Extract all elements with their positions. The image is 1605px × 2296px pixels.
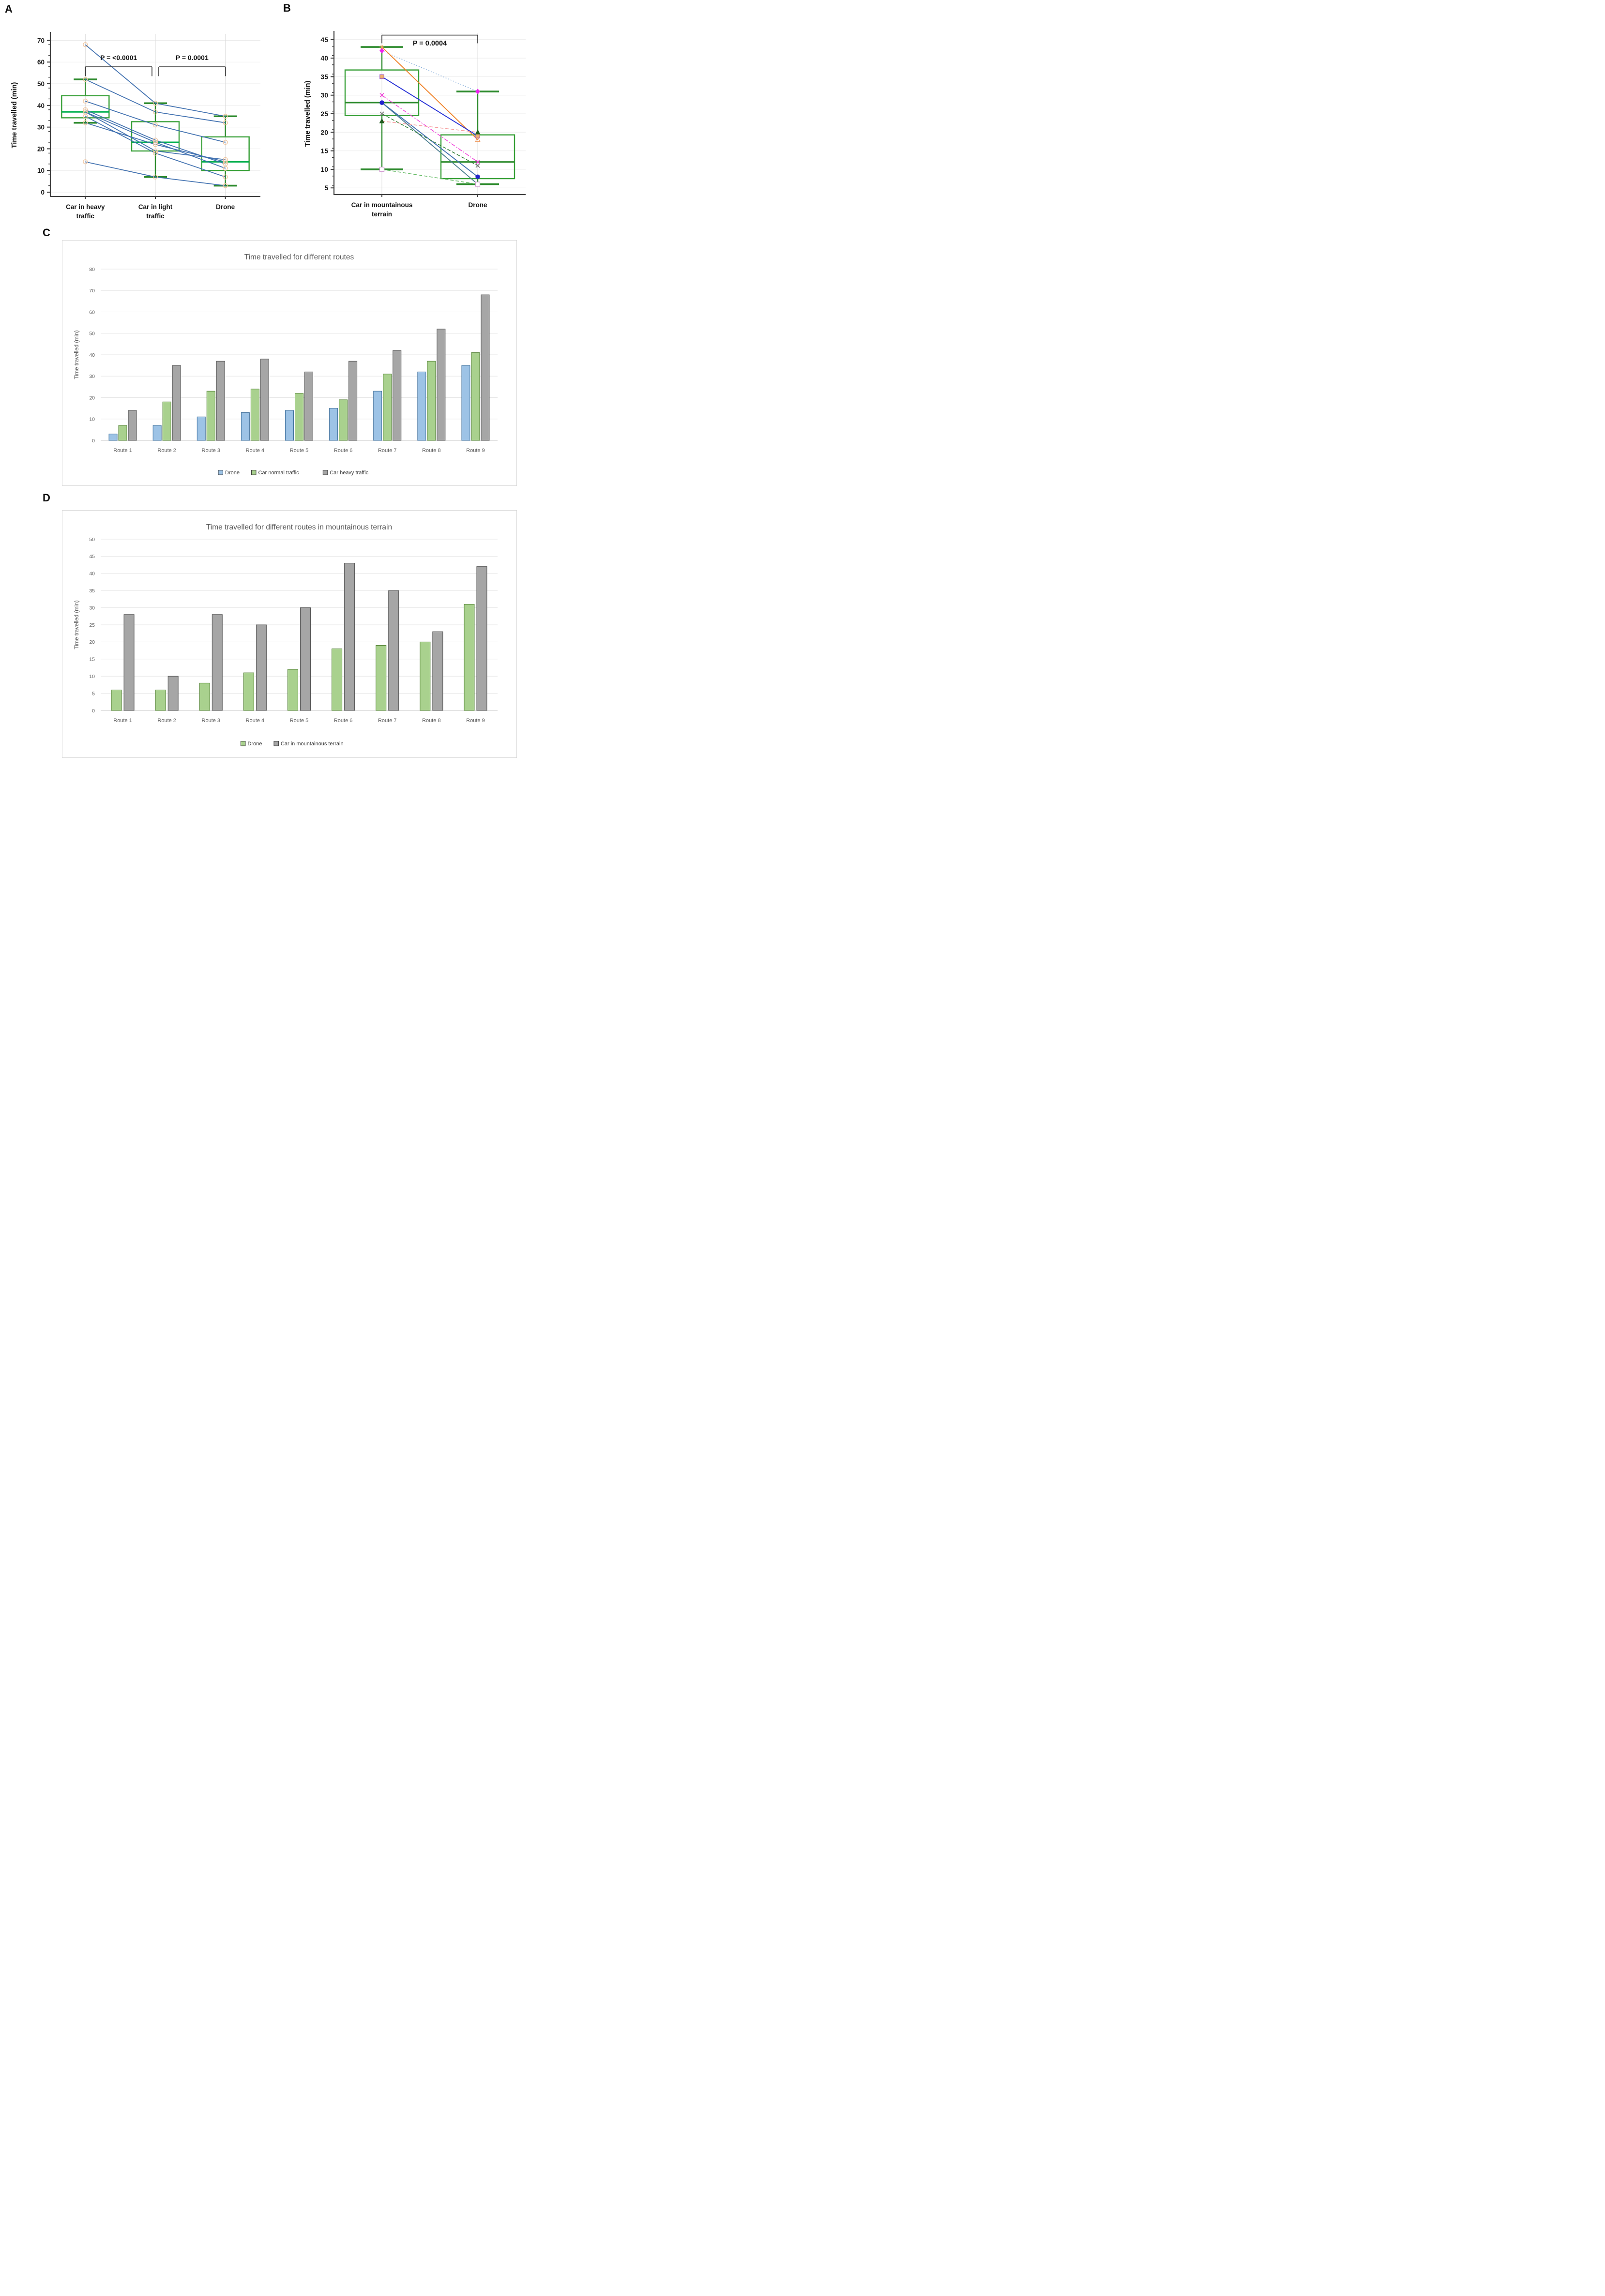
y-tick-label: 10 [37,167,45,175]
bar [471,353,480,440]
p-value-label: P = 0.0004 [412,40,447,48]
category-label: Drone [216,203,235,211]
chart-title: Time travelled for different routes in mountainous terrain [206,523,393,531]
category-label: Route 5 [289,718,309,724]
bar [128,410,136,440]
bars [109,295,489,440]
bars [111,563,487,710]
bar [216,361,225,440]
bar [332,649,342,710]
category-label: Route 2 [157,448,176,453]
y-tick-label: 60 [37,59,45,66]
legend-label: Drone [247,741,262,747]
p-value-label: P = 0.0001 [175,53,209,61]
category-label: Route 6 [333,448,353,453]
chart-title-group [206,523,392,531]
marker-triangle [379,119,384,123]
y-tick-label: 25 [320,110,328,118]
category-label: Route 1 [113,448,132,453]
bar [349,361,357,440]
bar [437,329,445,440]
category-label: Route 9 [466,718,485,724]
bar [286,410,294,440]
bar [111,690,121,710]
panel-b-boxplot-chart [299,15,535,243]
category-label: Route 9 [466,448,485,453]
bar [212,615,222,710]
y-tick-label: 20 [89,639,95,646]
y-tick-label: 15 [89,656,95,663]
y-tick-label: 30 [89,605,95,611]
y-tick-label: 0 [92,708,95,714]
bar [418,372,426,440]
bar [464,604,474,710]
panel-a-boxplot-chart [4,15,271,243]
y-tick-label: 5 [324,184,328,192]
y-tick-label: 25 [89,622,95,628]
category-label: Car in heavy [66,203,105,211]
bar [168,676,178,710]
route-line [382,103,478,184]
route-line [382,95,478,162]
route-line [382,114,478,166]
bar [153,425,161,440]
legend [241,741,343,747]
y-tick-label: 40 [320,54,328,62]
bar [477,567,487,710]
y-tick-label: 0 [41,189,45,196]
marker-square [476,134,480,138]
bar [305,372,313,440]
legend-label: Car in mountainous terrain [280,741,344,747]
category-label: traffic [146,212,165,220]
y-tick-label: 30 [320,91,328,99]
y-tick-label: 30 [89,374,95,380]
bar [119,425,127,440]
marker-circle [476,175,480,179]
y-tick-label: 80 [89,266,95,272]
y-tick-label: 70 [37,37,45,45]
bar [393,350,401,440]
bar [199,683,210,710]
category-label: Route 6 [333,718,353,724]
marker-circle [380,101,384,105]
y-tick-label: 40 [89,571,95,577]
panel-b-label: B [283,2,291,14]
y-axis-title: Time travelled (min) [74,330,80,379]
category-label: Route 7 [378,448,397,453]
category-label: Route 3 [201,448,221,453]
category-label: Route 2 [157,718,176,724]
bar [241,412,249,440]
y-tick-label: 0 [92,438,95,444]
legend-swatch [274,741,279,746]
y-tick-label: 20 [37,145,45,153]
p-value-label: P = <0.0001 [100,53,137,61]
panel-c-label: C [43,227,50,239]
legend-swatch [241,741,245,746]
bar [260,359,269,440]
category-label: Route 5 [289,448,309,453]
marker-triangle [475,130,480,134]
panel-d-label: D [43,492,50,504]
chart-title-group [244,253,354,261]
marker-square-open [380,167,384,171]
bar [420,642,430,710]
bar [251,389,259,440]
y-tick-label: 40 [37,102,45,109]
bar [383,374,392,440]
bar [301,608,311,710]
category-label: terrain [371,211,393,218]
y-tick-label: 20 [320,128,328,136]
y-tick-label: 10 [89,674,95,680]
bar [124,615,134,710]
legend-label: Drone [225,470,240,476]
bar [243,673,254,710]
bar [345,563,355,710]
y-tick-label: 10 [320,165,328,173]
y-tick-label: 20 [89,395,95,401]
category-label: Route 1 [113,718,132,724]
bar [288,669,298,710]
bar [256,625,266,710]
panel-d-bar-chart [62,510,516,757]
bar [376,645,386,710]
category-label: Route 7 [378,718,397,724]
legend-label: Car normal traffic [258,470,299,476]
bar [172,365,181,440]
marker-diamond [476,89,480,94]
figure-page [0,0,535,765]
category-label: Route 4 [245,448,265,453]
bar [330,408,338,440]
category-label: Route 3 [201,718,221,724]
box-whiskers [345,47,515,184]
category-label: traffic [76,212,95,220]
y-axis-title: Time travelled (min) [11,82,18,149]
significance-annotations [382,35,478,47]
bar [207,391,215,440]
bar [155,690,166,710]
route-line [382,47,478,140]
marker-square [380,75,384,78]
category-label: Car in light [138,203,173,211]
y-tick-label: 40 [89,352,95,358]
panel-c-bar-chart [62,240,516,485]
axes [304,31,526,218]
bar [433,632,443,710]
marker-square-open [476,182,480,186]
y-tick-label: 45 [89,554,95,560]
y-axis-title: Time travelled (min) [74,600,80,650]
category-label: Drone [468,201,487,209]
bar [481,295,489,440]
bar [462,365,470,440]
category-label: Route 8 [422,448,441,453]
bar [163,402,171,440]
y-tick-label: 10 [89,416,95,423]
category-label: Car in mountainous [351,201,413,209]
gridlines [334,33,526,195]
y-tick-label: 70 [89,288,95,294]
y-tick-label: 50 [89,536,95,543]
y-tick-label: 15 [320,147,328,155]
y-axis-title: Time travelled (min) [304,80,312,147]
chart-title: Time travelled for different routes [244,253,354,261]
y-tick-label: 35 [320,73,328,81]
bar [389,590,399,710]
bar [374,391,382,440]
y-tick-label: 45 [320,35,328,44]
legend-swatch [252,470,257,475]
bar [427,361,436,440]
category-label: Route 8 [422,718,441,724]
bar [295,393,303,440]
bar [339,400,348,440]
bar [197,417,205,440]
category-label: Route 4 [245,718,265,724]
y-tick-label: 5 [92,691,95,697]
y-tick-label: 50 [89,331,95,337]
y-tick-label: 30 [37,123,45,131]
panel-a-label: A [5,3,13,15]
legend-label: Car heavy traffic [330,470,369,476]
y-tick-label: 50 [37,80,45,88]
legend-swatch [218,470,223,475]
y-tick-label: 60 [89,309,95,316]
legend [218,470,369,476]
bar [109,434,117,440]
legend-swatch [323,470,328,475]
y-tick-label: 35 [89,588,95,594]
